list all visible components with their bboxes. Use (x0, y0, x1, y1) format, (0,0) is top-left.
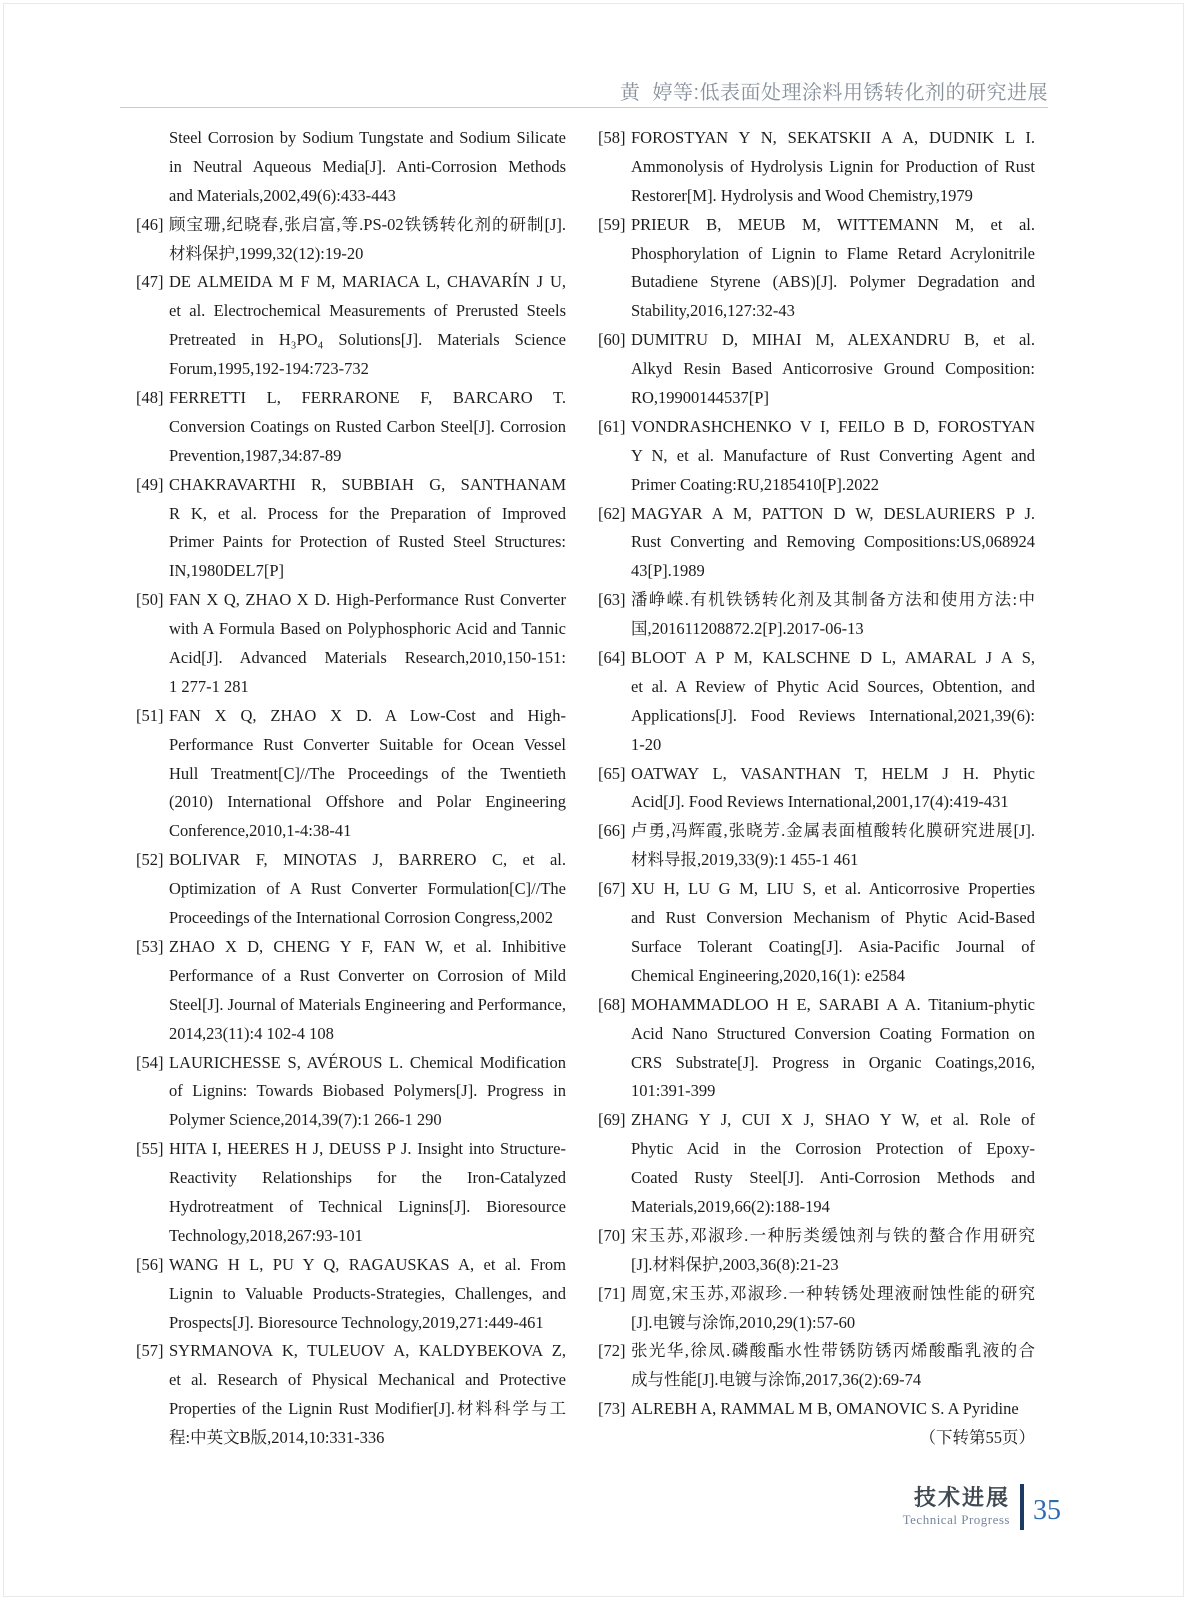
reference-line: 国,201611208872.2[P].2017-06-13 (631, 619, 864, 639)
reference-line: Acid Nano Structured Conversion Coating Formation on (631, 1023, 1035, 1043)
reference-line: 43[P].1989 (631, 561, 705, 581)
reference-entry (136, 1135, 566, 1251)
reference-marker: [46] (136, 214, 164, 234)
reference-line: [J].材料保护,2003,36(8):21-23 (631, 1254, 839, 1274)
footer (903, 1484, 1061, 1530)
reference-line: Conversion Coatings on Rusted Carbon Steel[J]. Corrosion (169, 416, 566, 436)
reference-line: 张光华,徐凤.磷酸酯水性带锈防锈丙烯酸酯乳液的合 (631, 1341, 1035, 1361)
reference-line: 材料导报,2019,33(9):1 455-1 461 (631, 850, 859, 870)
reference-line: Alkyd Resin Based Anticorrosive Ground Composition: (631, 359, 1035, 379)
reference-line: LAURICHESSE S, AVÉROUS L. Chemical Modification (169, 1052, 566, 1072)
reference-line: Performance Rust Converter Suitable for Ocean Vessel (169, 734, 566, 754)
reference-line: ZHANG Y J, CUI X J, SHAO Y W, et al. Role of (631, 1110, 1035, 1130)
reference-line: VONDRASHCHENKO V I, FEILO B D, FOROSTYAN (631, 416, 1035, 436)
reference-entry (598, 1106, 1035, 1222)
references-column-right (598, 124, 1035, 1453)
reference-line: Reactivity Relationships for the Iron-Catalyzed (169, 1168, 566, 1188)
reference-line: and Materials,2002,49(6):433-443 (169, 185, 396, 205)
reference-line: （下转第55页） (919, 1428, 1035, 1448)
reference-marker: [63] (598, 590, 626, 610)
reference-line: Acid[J]. Food Reviews International,2001,17(4):419-431 (631, 792, 1009, 812)
reference-line: MOHAMMADLOO H E, SARABI A A. Titanium-phytic (631, 994, 1035, 1014)
reference-entry (598, 875, 1035, 991)
reference-entry (598, 124, 1035, 211)
reference-line: Prevention,1987,34:87-89 (169, 445, 342, 465)
footer-section-block (903, 1486, 1010, 1528)
reference-line: Steel[J]. Journal of Materials Engineering and Performance, (169, 994, 566, 1014)
reference-line: Technology,2018,267:93-101 (169, 1225, 363, 1245)
reference-line: XU H, LU G M, LIU S, et al. Anticorrosive Properties (631, 879, 1035, 899)
reference-marker: [52] (136, 850, 164, 870)
reference-marker: [54] (136, 1052, 164, 1072)
reference-line: Polymer Science,2014,39(7):1 266-1 290 (169, 1110, 442, 1130)
reference-line: et al. Research of Physical Mechanical and Protective (169, 1370, 566, 1390)
reference-line: Proceedings of the International Corrosion Congress,2002 (169, 908, 554, 928)
reference-marker: [73] (598, 1399, 626, 1419)
reference-line: in Neutral Aqueous Media[J]. Anti-Corrosion Methods (169, 156, 566, 176)
header-rule (120, 107, 1048, 108)
reference-entry (598, 326, 1035, 413)
page-number: 35 (1033, 1495, 1061, 1526)
reference-line: 程:中英文B版,2014,10:331-336 (169, 1428, 385, 1448)
reference-line: Properties of the Lignin Rust Modifier[J].材料科学与工 (169, 1399, 566, 1419)
reference-line: [J].电镀与涂饰,2010,29(1):57-60 (631, 1312, 856, 1332)
reference-line: Lignin to Valuable Products-Strategies, Challenges, and (169, 1283, 566, 1303)
reference-marker: [47] (136, 272, 164, 292)
reference-line: ALREBH A, RAMMAL M B, OMANOVIC S. A Pyridine (631, 1399, 1019, 1419)
footer-divider-bar (1020, 1484, 1024, 1530)
reference-entry (136, 471, 566, 587)
reference-entry (136, 1337, 566, 1453)
reference-entry (598, 1222, 1035, 1280)
reference-line: Stability,2016,127:32-43 (631, 301, 795, 321)
reference-line: Forum,1995,192-194:723-732 (169, 359, 369, 379)
reference-line: OATWAY L, VASANTHAN T, HELM J H. Phytic (631, 763, 1035, 783)
footer-section-title-cn: 技术进展 (913, 1485, 1010, 1510)
reference-line: 成与性能[J].电镀与涂饰,2017,36(2):69-74 (631, 1370, 922, 1390)
reference-entry (598, 991, 1035, 1107)
reference-line: Hydrotreatment of Technical Lignins[J]. Bioresource (169, 1196, 566, 1216)
reference-line: IN,1980DEL7[P] (169, 561, 285, 581)
reference-line: 1-20 (631, 734, 662, 754)
reference-line: Steel Corrosion by Sodium Tungstate and Sodium Silicate (169, 128, 566, 147)
reference-line: Butadiene Styrene (ABS)[J]. Polymer Degradation and (631, 272, 1035, 292)
reference-line: Phosphorylation of Lignin to Flame Retard Acrylonitrile (631, 243, 1035, 263)
reference-entry (136, 933, 566, 1049)
reference-line: 卢勇,冯辉霞,张晓芳.金属表面植酸转化膜研究进展[J]. (631, 821, 1035, 841)
references-column-left (136, 124, 566, 1453)
reference-line: Acid[J]. Advanced Materials Research,2010,150-151: (169, 648, 566, 668)
reference-entry (598, 644, 1035, 760)
reference-line: of Lignins: Towards Biobased Polymers[J]. Progress in (169, 1081, 566, 1101)
reference-line: CHAKRAVARTHI R, SUBBIAH G, SANTHANAM (169, 474, 566, 494)
reference-line: DE ALMEIDA M F M, MARIACA L, CHAVARÍN J U, (169, 272, 566, 292)
reference-marker: [50] (136, 590, 164, 610)
reference-line: 周宽,宋玉苏,邓淑珍.一种转锈处理液耐蚀性能的研究 (631, 1283, 1035, 1303)
reference-entry (598, 500, 1035, 587)
reference-line: et al. Electrochemical Measurements of Prerusted Steels (169, 301, 566, 321)
reference-line: BLOOT A P M, KALSCHNE D L, AMARAL J A S, (631, 648, 1035, 668)
reference-marker: [58] (598, 128, 626, 147)
reference-line: Applications[J]. Food Reviews International,2021,39(6): (631, 705, 1035, 725)
reference-entry (169, 124, 566, 211)
reference-line: FOROSTYAN Y N, SEKATSKII A A, DUDNIK L I. (631, 128, 1035, 147)
reference-entry (136, 1251, 566, 1338)
reference-marker: [59] (598, 214, 626, 234)
reference-line: Pretreated in H₃PO₄ Solutions[J]. Materials Science (169, 330, 566, 350)
reference-line: RO,19900144537[P] (631, 388, 769, 408)
reference-line: Materials,2019,66(2):188-194 (631, 1196, 830, 1216)
reference-line: BOLIVAR F, MINOTAS J, BARRERO C, et al. (169, 850, 566, 870)
reference-line: SYRMANOVA K, TULEUOV A, KALDYBEKOVA Z, (169, 1341, 566, 1361)
reference-line: HITA I, HEERES H J, DEUSS P J. Insight into Structure- (169, 1139, 566, 1159)
reference-line: (2010) International Offshore and Polar Engineering (169, 792, 566, 812)
reference-marker: [66] (598, 821, 626, 841)
reference-line: Rust Converting and Removing Compositions:US,068924 (631, 532, 1035, 552)
reference-line: Coated Rusty Steel[J]. Anti-Corrosion Methods and (631, 1168, 1035, 1188)
reference-marker: [55] (136, 1139, 164, 1159)
reference-line: 宋玉苏,邓淑珍.一种肟类缓蚀剂与铁的螯合作用研究 (631, 1225, 1035, 1245)
reference-line: FAN X Q, ZHAO X D. A Low-Cost and High- (169, 705, 566, 725)
reference-line: Restorer[M]. Hydrolysis and Wood Chemistry,1979 (631, 185, 973, 205)
reference-marker: [57] (136, 1341, 164, 1361)
reference-entry (598, 413, 1035, 500)
reference-entry (136, 384, 566, 471)
reference-line: 顾宝珊,纪晓春,张启富,等.PS-02铁锈转化剂的研制[J]. (169, 214, 566, 234)
reference-line: R K, et al. Process for the Preparation of Improved (169, 503, 566, 523)
reference-entry (631, 1424, 1035, 1453)
reference-line: FERRETTI L, FERRARONE F, BARCARO T. (169, 388, 566, 408)
reference-line: Chemical Engineering,2020,16(1): e2584 (631, 965, 906, 985)
reference-marker: [49] (136, 474, 164, 494)
reference-entry (598, 586, 1035, 644)
reference-entry (598, 1395, 1035, 1424)
reference-line: Performance of a Rust Converter on Corrosion of Mild (169, 965, 566, 985)
reference-marker: [67] (598, 879, 626, 899)
reference-marker: [56] (136, 1254, 164, 1274)
reference-line: CRS Substrate[J]. Progress in Organic Coatings,2016, (631, 1052, 1035, 1072)
reference-line: 潘峥嵘.有机铁锈转化剂及其制备方法和使用方法:中 (631, 590, 1035, 610)
reference-line: ZHAO X D, CHENG Y F, FAN W, et al. Inhibitive (169, 936, 566, 956)
reference-marker: [68] (598, 994, 626, 1014)
reference-marker: [62] (598, 503, 626, 523)
reference-line: FAN X Q, ZHAO X D. High-Performance Rust Converter (169, 590, 566, 610)
reference-entry (598, 817, 1035, 875)
reference-line: Prospects[J]. Bioresource Technology,2019,271:449-461 (169, 1312, 544, 1332)
reference-line: Primer Coating:RU,2185410[P].2022 (631, 474, 879, 494)
reference-marker: [61] (598, 416, 626, 436)
reference-marker: [51] (136, 705, 164, 725)
reference-marker: [70] (598, 1225, 626, 1245)
reference-entry (136, 702, 566, 846)
reference-entry (136, 1049, 566, 1136)
reference-marker: [64] (598, 648, 626, 668)
reference-entry (136, 211, 566, 269)
reference-line: Primer Paints for Protection of Rusted Steel Structures: (169, 532, 566, 552)
reference-entry (136, 586, 566, 702)
reference-line: Optimization of A Rust Converter Formulation[C]//The (169, 879, 566, 899)
reference-line: 101:391-399 (631, 1081, 716, 1101)
reference-line: 1 277-1 281 (169, 676, 249, 696)
running-header-title: 黄 婷等:低表面处理涂料用锈转化剂的研究进展 (619, 82, 1048, 104)
reference-line: et al. A Review of Phytic Acid Sources, Obtention, and (631, 676, 1035, 696)
reference-marker: [53] (136, 936, 164, 956)
reference-line: 材料保护,1999,32(12):19-20 (169, 243, 364, 263)
reference-marker: [48] (136, 388, 164, 408)
reference-marker: [71] (598, 1283, 626, 1303)
reference-line: MAGYAR A M, PATTON D W, DESLAURIERS P J. (631, 503, 1035, 523)
reference-marker: [72] (598, 1341, 626, 1361)
reference-line: PRIEUR B, MEUB M, WITTEMANN M, et al. (631, 214, 1035, 234)
reference-line: Conference,2010,1-4:38-41 (169, 821, 352, 841)
reference-entry (136, 846, 566, 933)
reference-entry (598, 1280, 1035, 1338)
reference-marker: [69] (598, 1110, 626, 1130)
reference-line: Ammonolysis of Hydrolysis Lignin for Production of Rust (631, 156, 1035, 176)
reference-line: WANG H L, PU Y Q, RAGAUSKAS A, et al. From (169, 1254, 566, 1274)
reference-entry (136, 268, 566, 384)
reference-marker: [65] (598, 763, 626, 783)
reference-line: with A Formula Based on Polyphosphoric Acid and Tannic (169, 619, 566, 639)
reference-line: DUMITRU D, MIHAI M, ALEXANDRU B, et al. (631, 330, 1035, 350)
reference-entry (598, 1337, 1035, 1395)
reference-line: Surface Tolerant Coating[J]. Asia-Pacific Journal of (631, 936, 1035, 956)
reference-line: and Rust Conversion Mechanism of Phytic Acid-Based (631, 908, 1035, 928)
reference-entry (598, 211, 1035, 327)
reference-line: Phytic Acid in the Corrosion Protection of Epoxy- (631, 1139, 1035, 1159)
reference-entry (598, 760, 1035, 818)
reference-marker: [60] (598, 330, 626, 350)
reference-line: Y N, et al. Manufacture of Rust Converting Agent and (631, 445, 1035, 465)
reference-line: Hull Treatment[C]//The Proceedings of the Twentieth (169, 763, 566, 783)
footer-section-title-en: Technical Progress (902, 1512, 1010, 1527)
reference-line: 2014,23(11):4 102-4 108 (169, 1023, 334, 1043)
